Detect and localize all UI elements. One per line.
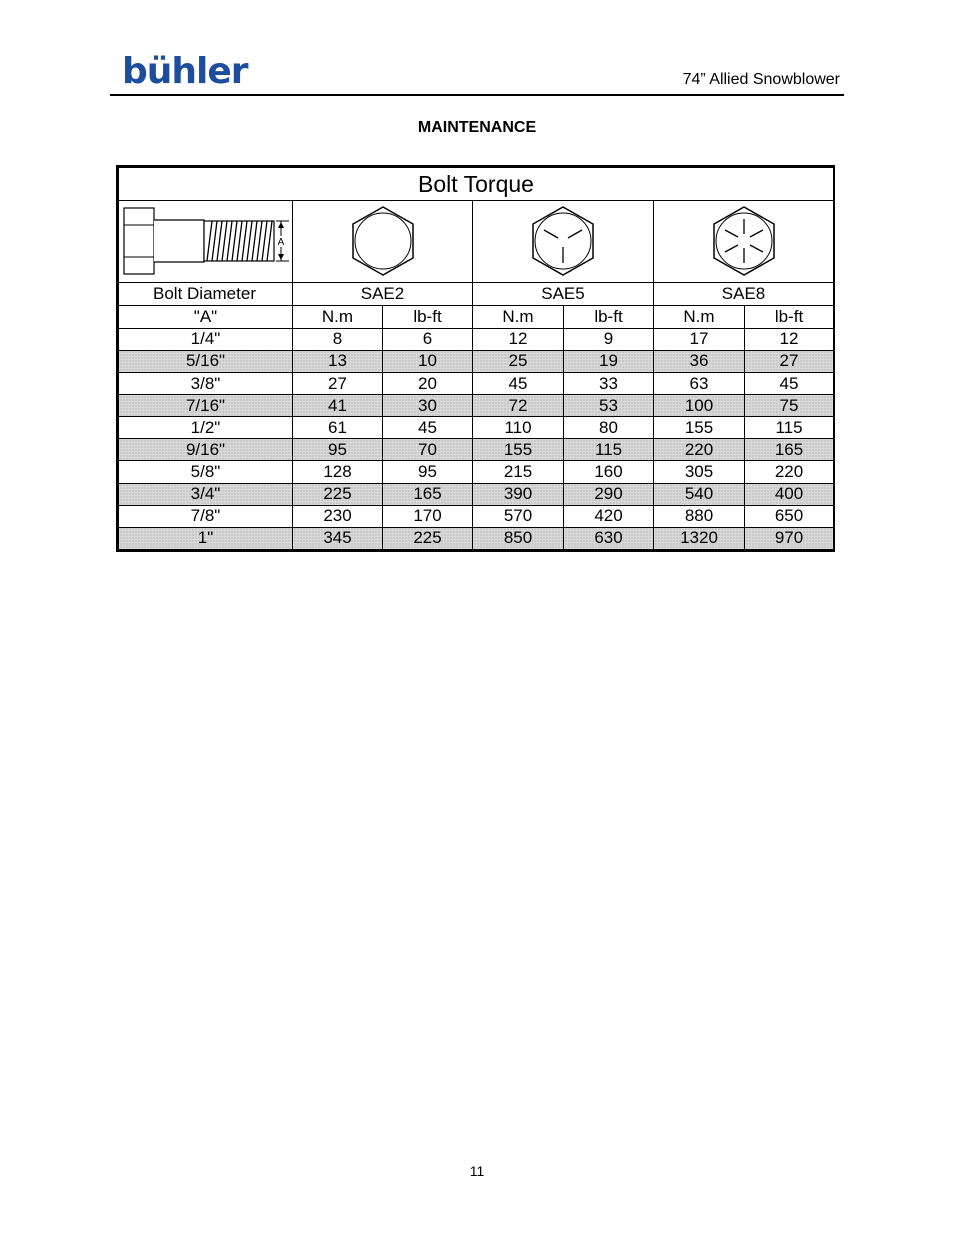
buhler-logo: bühler [122,51,248,92]
diameter-a-header: "A" [119,305,293,328]
torque-cell: 9 [564,328,654,350]
bolt-size-cell: 3/8" [119,373,293,395]
torque-cell: 20 [383,373,473,395]
torque-cell: 115 [745,417,834,439]
table-row [119,505,834,527]
torque-cell: 215 [473,461,564,483]
torque-cell: 12 [473,328,564,350]
torque-cell: 61 [293,417,383,439]
torque-cell: 165 [745,439,834,461]
torque-cell: 25 [473,350,564,372]
torque-cell: 650 [745,505,834,527]
bolt-diagram [119,201,293,282]
torque-cell: 880 [654,505,745,527]
torque-cell: 19 [564,350,654,372]
torque-cell: 36 [654,350,745,372]
torque-cell: 155 [654,417,745,439]
torque-cell: 80 [564,417,654,439]
torque-cell: 6 [383,328,473,350]
table-row [119,461,834,483]
table-row [119,417,834,439]
sae5-head-icon [473,201,654,282]
torque-cell: 128 [293,461,383,483]
torque-cell: 570 [473,505,564,527]
torque-cell: 45 [383,417,473,439]
grade-sae2: SAE2 [293,282,473,305]
torque-cell: 155 [473,439,564,461]
torque-cell: 850 [473,527,564,549]
bolt-size-cell: 5/8" [119,461,293,483]
table-row [119,527,834,549]
torque-cell: 95 [293,439,383,461]
table-row [119,483,834,505]
unit-header: lb-ft [745,305,834,328]
torque-cell: 225 [293,483,383,505]
dimension-a-label: A [277,237,284,249]
torque-cell: 345 [293,527,383,549]
torque-cell: 13 [293,350,383,372]
bolt-torque-table [116,165,835,552]
torque-cell: 400 [745,483,834,505]
table-row [119,328,834,350]
bolt-size-cell: 1/2" [119,417,293,439]
torque-cell: 160 [564,461,654,483]
torque-cell: 95 [383,461,473,483]
page-number: 11 [469,1163,485,1179]
torque-cell: 110 [473,417,564,439]
torque-cell: 72 [473,395,564,417]
torque-cell: 305 [654,461,745,483]
torque-cell: 630 [564,527,654,549]
torque-cell: 225 [383,527,473,549]
table-row [119,439,834,461]
torque-cell: 45 [745,373,834,395]
torque-cell: 170 [383,505,473,527]
bolt-diameter-label: Bolt Diameter [119,282,293,305]
torque-cell: 33 [564,373,654,395]
bolt-size-cell: 7/16" [119,395,293,417]
torque-cell: 115 [564,439,654,461]
bolt-size-cell: 9/16" [119,439,293,461]
unit-header: lb-ft [383,305,473,328]
torque-cell: 27 [745,350,834,372]
bolt-size-cell: 5/16" [119,350,293,372]
torque-cell: 27 [293,373,383,395]
torque-cell: 8 [293,328,383,350]
torque-cell: 30 [383,395,473,417]
header-rule [110,94,844,96]
torque-cell: 17 [654,328,745,350]
sae8-head-icon [654,201,834,282]
section-title: MAINTENANCE [417,119,537,136]
table-title: Bolt Torque [119,168,834,201]
table-row [119,350,834,372]
torque-cell: 53 [564,395,654,417]
torque-cell: 12 [745,328,834,350]
torque-cell: 1320 [654,527,745,549]
torque-cell: 75 [745,395,834,417]
torque-cell: 100 [654,395,745,417]
bolt-size-cell: 3/4" [119,483,293,505]
torque-cell: 420 [564,505,654,527]
torque-cell: 41 [293,395,383,417]
table-row [119,373,834,395]
torque-cell: 220 [745,461,834,483]
unit-header: N.m [654,305,745,328]
torque-cell: 970 [745,527,834,549]
unit-header: N.m [293,305,383,328]
torque-cell: 290 [564,483,654,505]
torque-cell: 165 [383,483,473,505]
torque-cell: 10 [383,350,473,372]
grade-sae5: SAE5 [473,282,654,305]
bolt-size-cell: 1" [119,527,293,549]
sae2-head-icon [293,201,473,282]
torque-cell: 390 [473,483,564,505]
torque-cell: 230 [293,505,383,527]
bolt-size-cell: 7/8" [119,505,293,527]
torque-cell: 540 [654,483,745,505]
torque-cell: 70 [383,439,473,461]
unit-header: N.m [473,305,564,328]
document-title: 74” Allied Snowblower [682,71,840,88]
torque-cell: 220 [654,439,745,461]
grade-sae8: SAE8 [654,282,834,305]
table-row [119,395,834,417]
unit-header: lb-ft [564,305,654,328]
torque-cell: 63 [654,373,745,395]
bolt-size-cell: 1/4" [119,328,293,350]
torque-cell: 45 [473,373,564,395]
